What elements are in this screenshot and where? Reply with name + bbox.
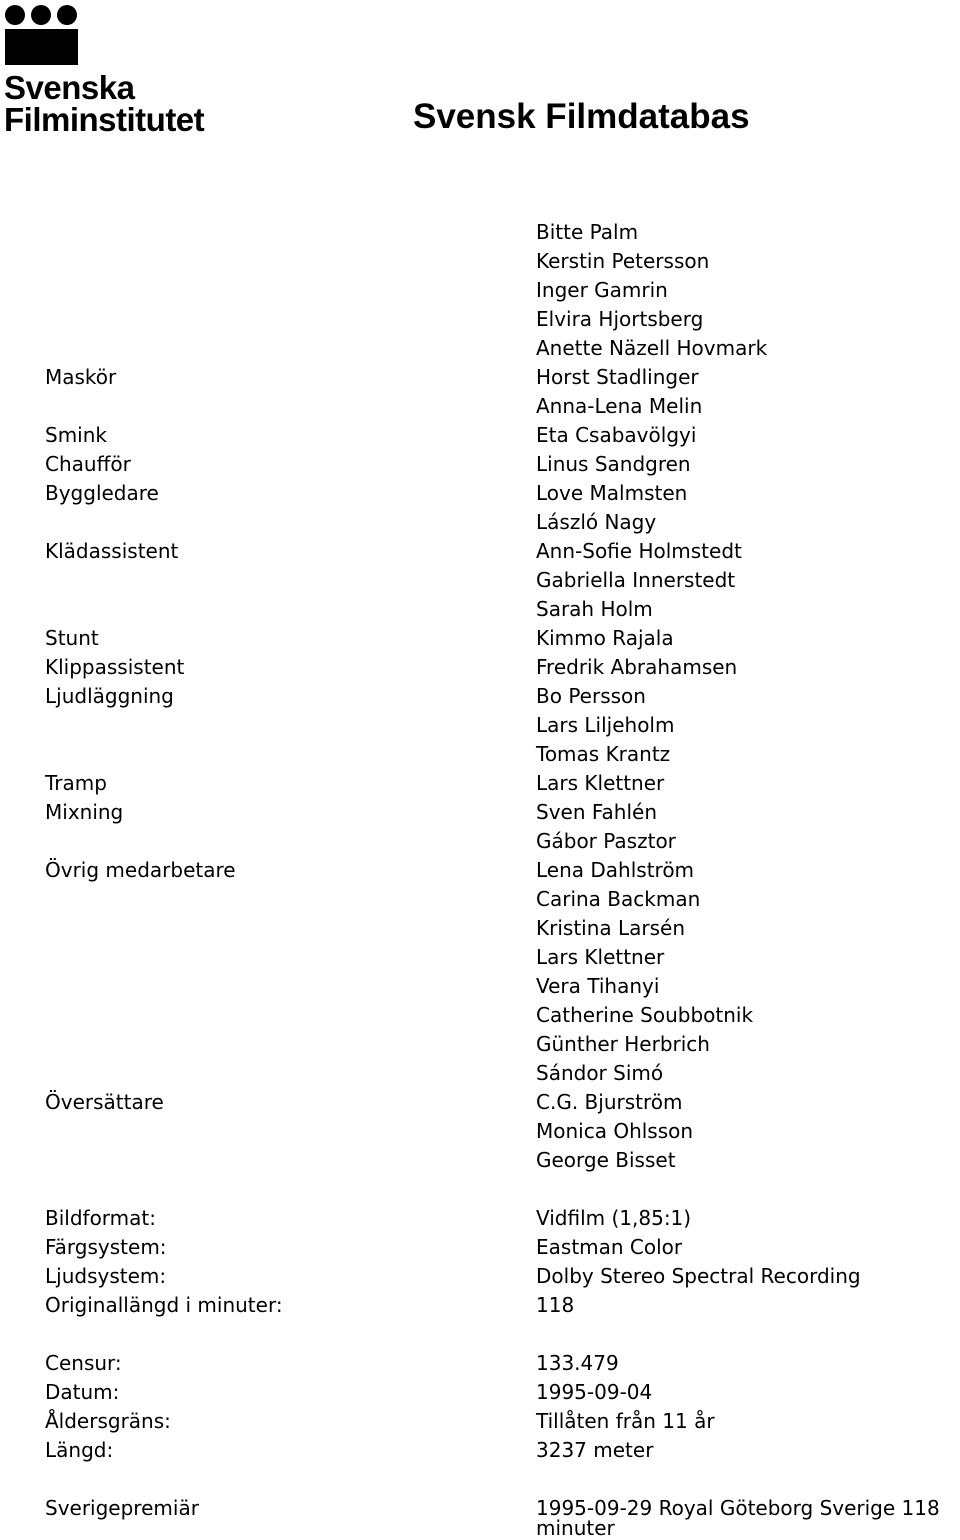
crew-row	[0, 769, 960, 798]
crew-row	[0, 1001, 960, 1030]
crew-row	[0, 450, 960, 479]
crew-row-value: Anna-Lena Melin	[536, 394, 703, 418]
crew-row	[0, 914, 960, 943]
spacer	[0, 1320, 960, 1349]
crew-row-label: Tramp	[45, 771, 107, 795]
crew-row-value: Sándor Simó	[536, 1061, 664, 1085]
technical-row	[0, 1233, 960, 1262]
crew-row	[0, 479, 960, 508]
premiere-label: Sverigepremiär	[45, 1496, 199, 1520]
crew-row-value: Inger Gamrin	[536, 278, 668, 302]
crew-row	[0, 827, 960, 856]
censorship-row	[0, 1378, 960, 1407]
crew-row-label: Stunt	[45, 626, 99, 650]
crew-row-value: Bo Persson	[536, 684, 646, 708]
technical-row-value: Eastman Color	[536, 1235, 683, 1259]
technical-row-value: 118	[536, 1293, 575, 1317]
technical-row-label: Originallängd i minuter:	[45, 1293, 283, 1317]
crew-row	[0, 1088, 960, 1117]
crew-row	[0, 682, 960, 711]
technical-row-label: Färgsystem:	[45, 1235, 167, 1259]
crew-row-value: Horst Stadlinger	[536, 365, 699, 389]
technical-row	[0, 1204, 960, 1233]
logo-mark-icon	[2, 4, 82, 66]
crew-row-value: Carina Backman	[536, 887, 701, 911]
crew-row	[0, 508, 960, 537]
crew-row	[0, 972, 960, 1001]
crew-row-label: Smink	[45, 423, 107, 447]
crew-row-value: Kerstin Petersson	[536, 249, 710, 273]
technical-row-value: Vidfilm (1,85:1)	[536, 1206, 692, 1230]
crew-row-value: C.G. Bjurström	[536, 1090, 683, 1114]
censorship-row	[0, 1349, 960, 1378]
spacer	[0, 1175, 960, 1204]
censorship-row	[0, 1407, 960, 1436]
crew-row-value: Lars Liljeholm	[536, 713, 675, 737]
crew-row-value: Fredrik Abrahamsen	[536, 655, 738, 679]
crew-row	[0, 595, 960, 624]
crew-row-value: Sarah Holm	[536, 597, 653, 621]
crew-row	[0, 305, 960, 334]
crew-row-label: Mixning	[45, 800, 124, 824]
crew-row-value: Vera Tihanyi	[536, 974, 660, 998]
censorship-row-value: 3237 meter	[536, 1438, 654, 1462]
crew-row-value: Kimmo Rajala	[536, 626, 674, 650]
crew-row-value: Ann-Sofie Holmstedt	[536, 539, 742, 563]
film-details	[0, 218, 960, 1540]
crew-row-value: Kristina Larsén	[536, 916, 686, 940]
crew-row	[0, 798, 960, 827]
premiere-value: 1995-09-29 Royal Göteborg Sverige 118 minuter	[536, 1496, 940, 1540]
page-title: Svensk Filmdatabas	[413, 97, 750, 136]
technical-details	[0, 1204, 960, 1320]
crew-row	[0, 1059, 960, 1088]
crew-row	[0, 363, 960, 392]
crew-row	[0, 740, 960, 769]
crew-row	[0, 276, 960, 305]
crew-row-value: Lars Klettner	[536, 771, 665, 795]
crew-row	[0, 885, 960, 914]
crew-row-value: Tomas Krantz	[536, 742, 671, 766]
crew-row-value: Gabriella Innerstedt	[536, 568, 736, 592]
crew-row-value: Eta Csabavölgyi	[536, 423, 697, 447]
crew-row	[0, 392, 960, 421]
crew-row	[0, 334, 960, 363]
crew-list	[0, 218, 960, 1175]
crew-row	[0, 1117, 960, 1146]
censorship-details	[0, 1349, 960, 1465]
censorship-row-label: Längd:	[45, 1438, 114, 1462]
logo-line-2: Filminstitutet	[4, 101, 205, 138]
crew-row-label: Klippassistent	[45, 655, 185, 679]
censorship-row-value: 133.479	[536, 1351, 619, 1375]
crew-row	[0, 247, 960, 276]
crew-row-label: Chaufför	[45, 452, 131, 476]
censorship-row-label: Åldersgräns:	[45, 1409, 171, 1433]
crew-row-label: Klädassistent	[45, 539, 179, 563]
logo-line-1: Svenska	[4, 69, 135, 106]
censorship-row-value: 1995-09-04	[536, 1380, 653, 1404]
crew-row-value: László Nagy	[536, 510, 657, 534]
censorship-row-value: Tillåten från 11 år	[536, 1409, 715, 1433]
crew-row-label: Översättare	[45, 1090, 164, 1114]
crew-row-value: Love Malmsten	[536, 481, 688, 505]
crew-row-label: Byggledare	[45, 481, 159, 505]
crew-row	[0, 537, 960, 566]
spacer	[0, 1465, 960, 1494]
crew-row-value: Elvira Hjortsberg	[536, 307, 704, 331]
technical-row-label: Bildformat:	[45, 1206, 156, 1230]
censorship-row-label: Datum:	[45, 1380, 120, 1404]
technical-row	[0, 1262, 960, 1291]
crew-row	[0, 566, 960, 595]
crew-row-value: George Bisset	[536, 1148, 676, 1172]
crew-row-label: Övrig medarbetare	[45, 858, 236, 882]
technical-row-value: Dolby Stereo Spectral Recording	[536, 1264, 861, 1288]
crew-row-value: Bitte Palm	[536, 220, 639, 244]
crew-row	[0, 653, 960, 682]
crew-row	[0, 856, 960, 885]
crew-row	[0, 1146, 960, 1175]
crew-row	[0, 421, 960, 450]
crew-row	[0, 943, 960, 972]
crew-row-value: Linus Sandgren	[536, 452, 691, 476]
crew-row	[0, 624, 960, 653]
technical-row	[0, 1291, 960, 1320]
crew-row-label: Ljudläggning	[45, 684, 174, 708]
crew-row-value: Lars Klettner	[536, 945, 665, 969]
technical-row-label: Ljudsystem:	[45, 1264, 167, 1288]
crew-row-label: Maskör	[45, 365, 117, 389]
premiere-row	[0, 1494, 960, 1540]
crew-row-value: Lena Dahlström	[536, 858, 695, 882]
crew-row-value: Günther Herbrich	[536, 1032, 710, 1056]
crew-row-value: Gábor Pasztor	[536, 829, 676, 853]
censorship-row	[0, 1436, 960, 1465]
svenska-filminstitutet-logo	[2, 4, 212, 138]
crew-row-value: Sven Fahlén	[536, 800, 658, 824]
crew-row-value: Anette Näzell Hovmark	[536, 336, 768, 360]
crew-row	[0, 218, 960, 247]
crew-row-value: Monica Ohlsson	[536, 1119, 694, 1143]
crew-row	[0, 711, 960, 740]
crew-row-value: Catherine Soubbotnik	[536, 1003, 754, 1027]
censorship-row-label: Censur:	[45, 1351, 122, 1375]
crew-row	[0, 1030, 960, 1059]
